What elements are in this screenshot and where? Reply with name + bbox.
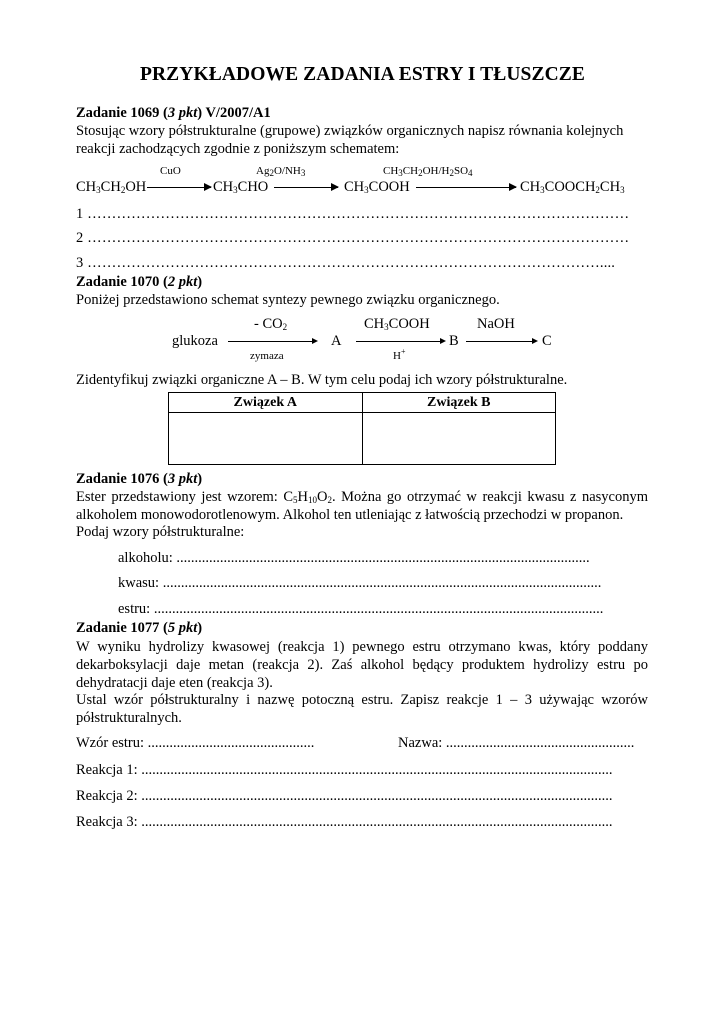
- answer-line-3[interactable]: 3 ……………………………………………………………………………………………....: [76, 255, 616, 271]
- arrow-right-icon: [356, 341, 444, 342]
- compound-ethanol: $CH_3CH_2OH$: [76, 179, 147, 195]
- header-zwiazek-b: Związek B: [362, 393, 556, 413]
- arrow-right-icon: [274, 187, 338, 188]
- scheme-acetic-acid: $CH_3COOH$: [364, 316, 430, 332]
- scheme-naoh: NaOH: [477, 316, 515, 332]
- task-1077-heading: Zadanie 1077 (5 pkt): [76, 620, 203, 636]
- page-title: PRZYKŁADOWE ZADANIA ESTRY I TŁUSZCZE: [139, 64, 586, 85]
- answer-alkohol[interactable]: alkoholu: ..................................................................................................................: [118, 550, 590, 566]
- task-1069-text: Stosując wzory półstrukturalne (grupowe) związków organicznych napisz równania kolejnych reakcji zachodzących zgodnie z poniższym schematem:: [76, 123, 624, 157]
- reagent-ethanol-h2so4: $CH_3CH_2OH/H_2SO_4$: [383, 165, 473, 178]
- answer-line-2[interactable]: 2 …………………………………………………………………………………………………: [76, 230, 630, 246]
- compound-acetic-acid: $CH_3COOH$: [344, 179, 410, 195]
- scheme-compound-a: A: [331, 333, 342, 349]
- answer-table: [168, 392, 556, 465]
- answer-cell-a[interactable]: [169, 413, 363, 465]
- task-1076-text: Ester przedstawiony jest wzorem: $C_5H_{10}O_2$. Można go otrzymać w reakcji kwasu z nasyconym alkoholem monowodorotlenowym. Alkohol ten utleniając z łatwością przechodzi w propanon.: [76, 489, 648, 523]
- arrow-right-icon: [416, 187, 516, 188]
- arrow-right-icon: [466, 341, 536, 342]
- task-1070-heading: Zadanie 1070 (2 pkt): [76, 274, 203, 290]
- scheme-glukoza: glukoza: [172, 333, 218, 349]
- answer-ester[interactable]: estru: ............................................................................................................................: [118, 601, 604, 617]
- scheme-minus-co2: - $CO_2$: [254, 316, 288, 332]
- answer-wzor-estru[interactable]: Wzór estru: ..............................................: [76, 735, 315, 751]
- scheme-compound-b: B: [449, 333, 459, 349]
- reagent-ag2o: $Ag_2O/NH_3$: [256, 165, 306, 178]
- scheme-compound-c: C: [542, 333, 552, 349]
- scheme-h-plus: H+: [393, 347, 406, 362]
- answer-nazwa[interactable]: Nazwa: ....................................................: [398, 735, 635, 751]
- task-1076-heading: Zadanie 1076 (3 pkt): [76, 471, 203, 487]
- task-1076-text2: Podaj wzory półstrukturalne:: [76, 524, 245, 540]
- task-1070-text: Poniżej przedstawiono schemat syntezy pewnego związku organicznego.: [76, 292, 500, 308]
- compound-ethanal: $CH_3CHO$: [213, 179, 269, 195]
- task-1077-text2: Ustal wzór półstrukturalny i nazwę potoczną estru. Zapisz reakcje 1 – 3 używając wzorów półstrukturalnych.: [76, 692, 648, 726]
- header-zwiazek-a: Związek A: [169, 393, 363, 413]
- reagent-cuo: CuO: [160, 165, 181, 177]
- answer-reakcja-1[interactable]: Reakcja 1: ..................................................................................................................................: [76, 762, 613, 778]
- answer-kwas[interactable]: kwasu: .........................................................................................................................: [118, 575, 602, 591]
- scheme-zymaza: zymaza: [250, 350, 284, 362]
- answer-reakcja-3[interactable]: Reakcja 3: ..................................................................................................................................: [76, 814, 613, 830]
- answer-reakcja-2[interactable]: Reakcja 2: ..................................................................................................................................: [76, 788, 613, 804]
- task-1069-heading: Zadanie 1069 (3 pkt) V/2007/A1: [76, 105, 271, 121]
- task-1077-text: W wyniku hydrolizy kwasowej (reakcja 1) pewnego estru otrzymano kwas, który poddany dekarboksylacji daje metan (reakcja 2). Zaś alkohol będący produktem hydrolizy estru po dehydratacji daje eten (reakcja 3).: [76, 639, 648, 691]
- arrow-right-icon: [147, 187, 211, 188]
- answer-line-1[interactable]: 1 …………………………………………………………………………………………………: [76, 206, 630, 222]
- arrow-right-icon: [228, 341, 316, 342]
- compound-ethyl-acetate: $CH_3COOCH_2CH_3$: [520, 179, 625, 195]
- answer-cell-b[interactable]: [362, 413, 556, 465]
- task-1070-text2: Zidentyfikuj związki organiczne A – B. W tym celu podaj ich wzory półstrukturalne.: [76, 372, 568, 388]
